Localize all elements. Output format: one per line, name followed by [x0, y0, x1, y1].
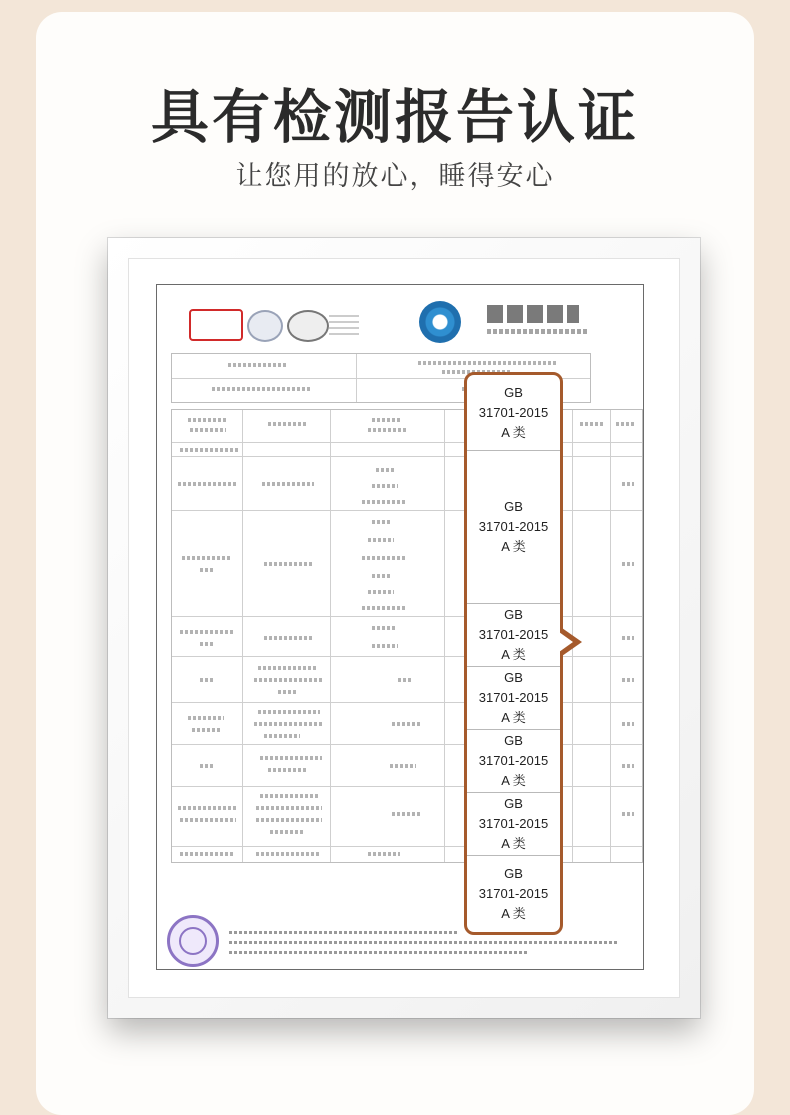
- inspection-stamp-icon: [167, 915, 219, 967]
- callout-cell-line3: A 类: [501, 710, 526, 725]
- callout-cell-line3: A 类: [501, 539, 526, 554]
- footer-text-line: [229, 951, 529, 954]
- page-title: 具有检测报告认证: [150, 83, 639, 151]
- test-center-globe-icon: [419, 301, 461, 343]
- callout-cell-line1: GB: [504, 866, 523, 881]
- test-center-subname-graphic: [487, 329, 587, 334]
- callout-cell-line1: GB: [504, 733, 523, 748]
- ilac-logo-icon: [287, 310, 329, 342]
- accreditation-mark-icon: [329, 311, 359, 335]
- callout-cell-line1: GB: [504, 607, 523, 622]
- callout-cell: [467, 375, 560, 451]
- standard-callout-box: [464, 372, 563, 935]
- callout-cell-line1: GB: [504, 796, 523, 811]
- callout-cell-line3: A 类: [501, 906, 526, 921]
- callout-cell-line3: A 类: [501, 836, 526, 851]
- footer-text-line: [229, 931, 459, 934]
- callout-cell-line1: GB: [504, 384, 523, 400]
- callout-cell-line1: GB: [504, 499, 523, 514]
- stamp-inner-ring: [179, 927, 207, 955]
- callout-cell-line2: 31701-2015: [478, 753, 549, 768]
- callout-cell-line2: 31701-2015: [478, 404, 549, 420]
- callout-cell-line2: 31701-2015: [478, 690, 549, 705]
- callout-cell-line2: 31701-2015: [478, 886, 549, 901]
- callout-cell-line3: A 类: [501, 773, 526, 788]
- page-subtitle: 让您用的放心，睡得安心: [235, 161, 555, 192]
- cnas-logo-icon: [247, 310, 283, 342]
- callout-cell-line3: A 类: [501, 647, 526, 662]
- footer-text-line: [229, 941, 619, 944]
- callout-cell: [467, 856, 560, 932]
- callout-pointer-inner: [559, 632, 573, 652]
- callout-cell: [467, 451, 560, 604]
- callout-cell-line2: 31701-2015: [478, 519, 549, 534]
- callout-cell-line2: 31701-2015: [478, 816, 549, 831]
- callout-cell-line1: GB: [504, 670, 523, 685]
- cma-logo-icon: [189, 309, 243, 341]
- callout-cell-line3: A 类: [501, 424, 526, 440]
- callout-cell: [467, 793, 560, 856]
- callout-cell-line2: 31701-2015: [478, 627, 549, 642]
- test-report-document: [156, 284, 644, 970]
- callout-cell: [467, 604, 560, 667]
- callout-cell: [467, 730, 560, 793]
- test-center-name-graphic: [487, 305, 579, 323]
- callout-cell: [467, 667, 560, 730]
